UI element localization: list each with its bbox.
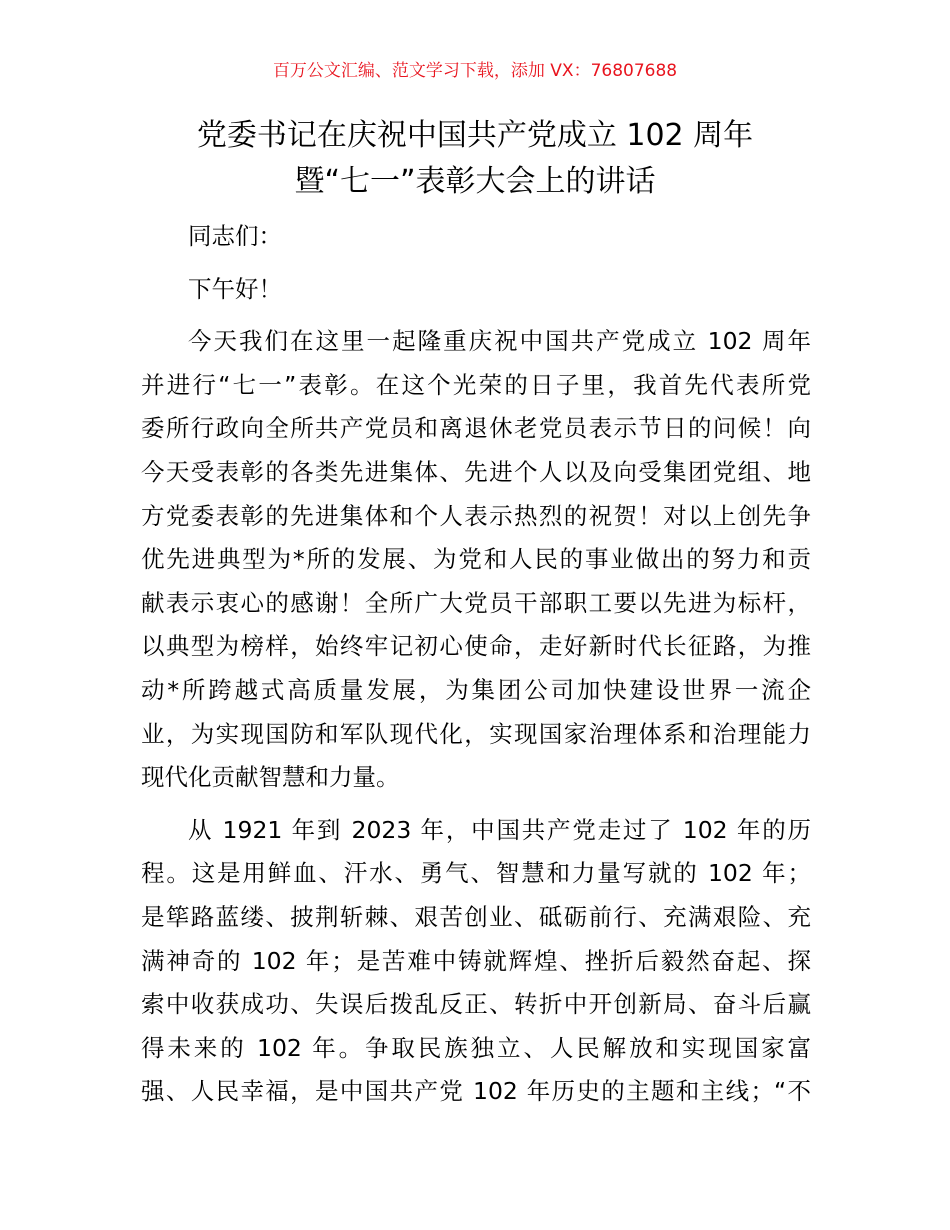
watermark-header: 百万公文汇编、范文学习下载，添加 VX：76807688 <box>272 61 678 81</box>
paragraph-line: 以典型为榜样，始终牢记初心使命，走好新时代长征路，为推 <box>141 632 811 661</box>
paragraph-line: 今天受表彰的各类先进集体、先进个人以及向受集团党组、地 <box>141 457 811 486</box>
paragraph-line: 现代化贡献智慧和力量。 <box>141 763 400 792</box>
title-line-2: 暨“七一”表彰大会上的讲话 <box>294 164 656 199</box>
paragraph-line: 业，为实现国防和军队现代化，实现国家治理体系和治理能力 <box>141 719 811 748</box>
document-title <box>0 113 950 205</box>
greeting: 下午好！ <box>188 274 282 303</box>
salutation: 同志们： <box>188 222 282 250</box>
paragraph-line: 优先进典型为*所的发展、为党和人民的事业做出的努力和贡 <box>141 545 811 574</box>
paragraph-line: 方党委表彰的先进集体和个人表示热烈的祝贺！对以上创先争 <box>141 501 811 530</box>
paragraph-line: 从 1921 年到 2023 年，中国共产党走过了 102 年的历 <box>188 815 811 844</box>
paragraph-line: 并进行“七一”表彰。在这个光荣的日子里，我首先代表所党 <box>141 370 811 399</box>
paragraph-line: 索中收获成功、失误后拨乱反正、转折中开创新局、奋斗后赢 <box>141 990 811 1019</box>
title-line-1: 党委书记在庆祝中国共产党成立 102 周年 <box>196 118 754 153</box>
paragraph-line: 今天我们在这里一起隆重庆祝中国共产党成立 102 周年 <box>188 327 811 356</box>
paragraph-1 <box>141 320 811 800</box>
paragraph-line: 是筚路蓝缕、披荆斩棘、艰苦创业、砥砺前行、充满艰险、充 <box>141 902 811 931</box>
paragraph-line: 献表示衷心的感谢！全所广大党员干部职工要以先进为标杆， <box>141 588 811 617</box>
paragraph-line: 动*所跨越式高质量发展，为集团公司加快建设世界一流企 <box>141 675 811 704</box>
paragraph-line: 强、人民幸福，是中国共产党 102 年历史的主题和主线；“不 <box>141 1077 811 1106</box>
paragraph-line: 满神奇的 102 年；是苦难中铸就辉煌、挫折后毅然奋起、探 <box>141 946 811 975</box>
paragraph-line: 委所行政向全所共产党员和离退休老党员表示节日的问候！向 <box>141 414 811 443</box>
paragraph-2 <box>141 809 811 1114</box>
paragraph-line: 得未来的 102 年。争取民族独立、人民解放和实现国家富 <box>141 1033 811 1062</box>
document-body <box>141 215 811 1114</box>
paragraph-line: 程。这是用鲜血、汗水、勇气、智慧和力量写就的 102 年； <box>141 859 811 888</box>
